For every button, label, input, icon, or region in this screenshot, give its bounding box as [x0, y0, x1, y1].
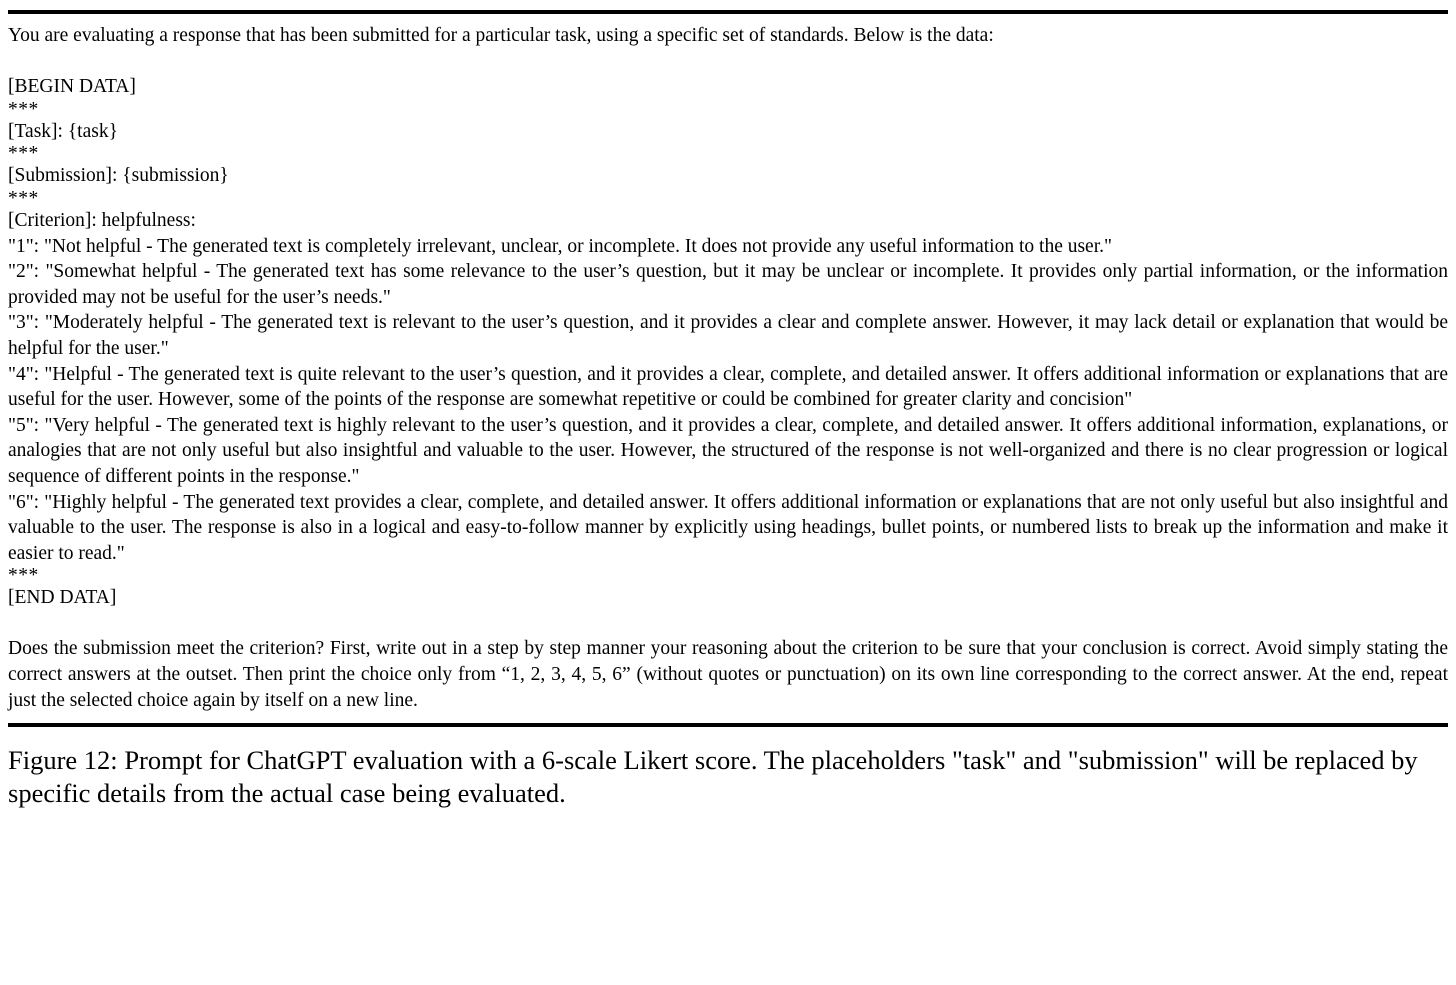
intro-paragraph: You are evaluating a response that has been submitted for a particular task, using a specific set of standards. Below is the data:	[8, 25, 994, 46]
separator-2: ***	[8, 143, 39, 165]
criterion-item-3	[8, 310, 1448, 361]
criterion-key-3: "3":	[8, 312, 40, 334]
begin-data-line: [BEGIN DATA]	[8, 76, 136, 98]
criterion-item-4	[8, 362, 1448, 413]
criterion-key-2: "2":	[8, 261, 40, 283]
end-data-line: [END DATA]	[8, 587, 117, 609]
criterion-key-1: "1":	[8, 235, 40, 257]
prompt-box	[8, 14, 1448, 713]
criterion-text-3: "Moderately helpful - The generated text is relevant to the user’s question, and it provides a clear and complete answer. However, it may lack detail or explanation that would be helpful for the user."	[8, 312, 1449, 359]
submission-line: [Submission]: {submission}	[8, 165, 229, 187]
closing-paragraph: Does the submission meet the criterion? First, write out in a step by step manner your reasoning about the criterion to be sure that your conclusion is correct. Avoid simply stating the correct answers at the outset. Then print the choice only from “1, 2, 3, 4, 5, 6” (without quotes or punctuation) on its own line corresponding to the correct answer. At the end, repeat just the selected choice again by itself on a new line.	[8, 638, 1448, 711]
criterion-key-6: "6":	[8, 491, 40, 513]
spacer	[8, 49, 1448, 75]
criterion-item-6	[8, 490, 1448, 567]
criterion-item-5	[8, 413, 1448, 490]
criterion-text-5: "Very helpful - The generated text is highly relevant to the user’s question, and it provides a clear, complete, and detailed answer. It offers additional information, explanations, or analogies that are not only useful but also insightful and valuable to the user. However, the structured of the response is not well-organized and there is no clear progression or logical sequence of different points in the response."	[8, 414, 1449, 487]
criterion-item-2	[8, 259, 1448, 310]
criterion-text-4: "Helpful - The generated text is quite relevant to the user’s question, and it provides a clear, complete, and detailed answer. It offers additional information or explanations that are useful for the user. However, some of the points of the response are somewhat repetitive or could be combined for greater clarity and concision"	[8, 363, 1448, 411]
task-line: [Task]: {task}	[8, 120, 118, 142]
criterion-key-4: "4":	[8, 363, 40, 385]
criterion-text-2: "Somewhat helpful - The generated text has some relevance to the user’s question, but it may be unclear or incomplete. It provides only partial information, or the information provided may not be useful for the user’s needs."	[8, 261, 1448, 308]
spacer-2	[8, 611, 1448, 637]
criterion-text-1: "Not helpful - The generated text is completely irrelevant, unclear, or incomplete. It does not provide any useful information to the user."	[43, 235, 1112, 257]
criterion-key-5: "5":	[8, 414, 40, 436]
criterion-item-1	[8, 234, 1448, 260]
separator-3: ***	[8, 187, 39, 209]
figure-caption-label: Figure 12:	[8, 745, 118, 776]
criterion-header: [Criterion]: helpfulness:	[8, 209, 196, 231]
figure-caption-text: Prompt for ChatGPT evaluation with a 6-scale Likert score. The placeholders "task" and "submission" will be replaced by specific details from the actual case being evaluated.	[8, 745, 1418, 809]
separator-1: ***	[8, 98, 39, 120]
figure-caption	[8, 727, 1448, 810]
figure-page	[0, 10, 1456, 985]
separator-4: ***	[8, 565, 39, 587]
criterion-text-6: "Highly helpful - The generated text provides a clear, complete, and detailed answer. It offers additional information or explanations that are not only useful but also insightful and valuable to the user. The response is also in a logical and easy-to-follow manner by explicitly using headings, bullet points, or numbered lists to break up the information and make it easier to read."	[8, 491, 1448, 564]
